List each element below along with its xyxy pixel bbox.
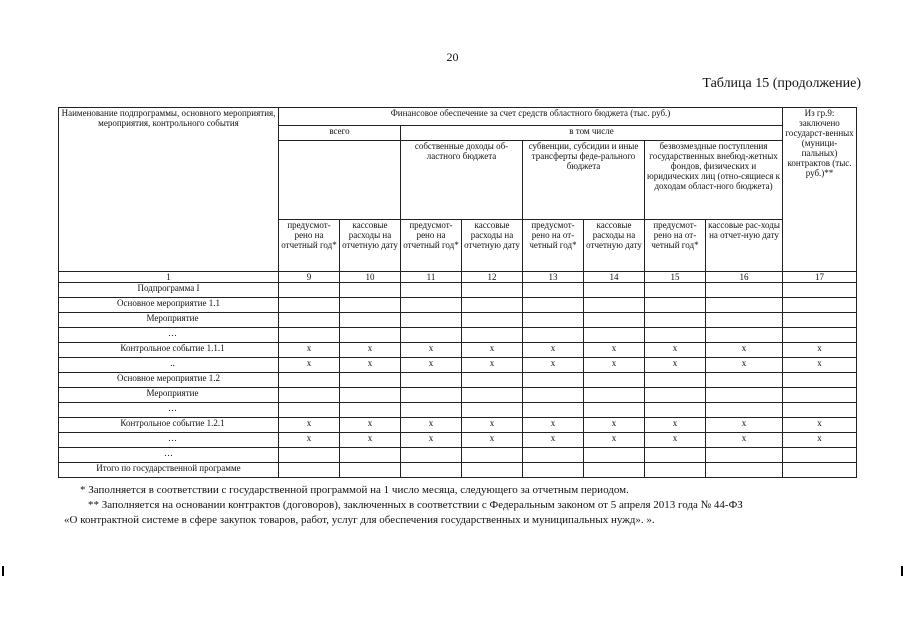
- footnote-1: * Заполняется в соответствии с государственной программой на 1 число месяца, следующего за отчетным периодом.: [80, 484, 629, 496]
- empty-cell: [645, 283, 706, 298]
- header-contracts: Из гр.9: заключено государст-венных (муници-пальных) контрактов (тыс. руб.)**: [783, 108, 857, 272]
- row-label: …: [59, 328, 279, 343]
- row-label: …: [59, 433, 279, 448]
- x-mark: х: [584, 358, 645, 373]
- empty-cell: [462, 463, 523, 478]
- x-mark: х: [584, 433, 645, 448]
- empty-cell: [584, 373, 645, 388]
- empty-cell: [584, 403, 645, 418]
- budget-table: [58, 107, 857, 478]
- empty-cell: [340, 373, 401, 388]
- empty-cell: [783, 448, 857, 463]
- empty-cell: [783, 283, 857, 298]
- empty-cell: [462, 328, 523, 343]
- empty-cell: [584, 448, 645, 463]
- x-mark: х: [340, 358, 401, 373]
- footnote-3: «О контрактной системе в сфере закупок товаров, работ, услуг для обеспечения государственных и муниципальных нужд». ».: [64, 514, 655, 526]
- x-mark: х: [523, 343, 584, 358]
- x-mark: х: [401, 343, 462, 358]
- header-cash-14: кассовые расходы на отчетную дату: [584, 220, 645, 272]
- empty-cell: [706, 463, 783, 478]
- x-mark: х: [645, 433, 706, 448]
- right-edge-mark: [901, 566, 903, 576]
- header-planned-9: предусмот-рено на отчетный год*: [279, 220, 340, 272]
- empty-cell: [645, 298, 706, 313]
- column-number: 13: [523, 272, 584, 283]
- empty-cell: [584, 328, 645, 343]
- footnote-2: ** Заполняется на основании контрактов (договоров), заключенных в соответствии с Федеральным законом от 5 апреля 2013 года № 44-ФЗ: [88, 499, 743, 511]
- empty-cell: [340, 403, 401, 418]
- empty-cell: [279, 403, 340, 418]
- empty-cell: [783, 313, 857, 328]
- header-cash-12: кассовые расходы на отчетную дату: [462, 220, 523, 272]
- empty-cell: [523, 313, 584, 328]
- empty-cell: [783, 298, 857, 313]
- empty-cell: [279, 328, 340, 343]
- empty-cell: [340, 448, 401, 463]
- empty-cell: [279, 313, 340, 328]
- x-mark: х: [584, 418, 645, 433]
- empty-cell: [706, 283, 783, 298]
- x-mark: х: [645, 418, 706, 433]
- table-row: [59, 388, 857, 403]
- empty-cell: [584, 463, 645, 478]
- row-label: Мероприятие: [59, 313, 279, 328]
- empty-cell: [462, 388, 523, 403]
- page-number: 20: [446, 50, 459, 64]
- empty-cell: [462, 373, 523, 388]
- header-cash-10: кассовые расходы на отчетную дату: [340, 220, 401, 272]
- empty-cell: [706, 313, 783, 328]
- header-federal: субвенции, субсидии и иные трансферты феде-рального бюджета: [523, 141, 645, 220]
- table-row: [59, 448, 857, 463]
- empty-cell: [401, 388, 462, 403]
- table-row: [59, 358, 857, 373]
- empty-cell: [523, 448, 584, 463]
- empty-cell: [462, 283, 523, 298]
- table-row: [59, 343, 857, 358]
- x-mark: х: [706, 418, 783, 433]
- empty-cell: [401, 298, 462, 313]
- x-mark: х: [340, 418, 401, 433]
- header-gratuitous: безвозмездные поступления государственных внебюд-жетных фондов, физических и юридических лиц (отно-сящиеся к доходам област-ного бюджета): [645, 141, 783, 220]
- empty-cell: [401, 283, 462, 298]
- column-number: 9: [279, 272, 340, 283]
- empty-cell: [706, 298, 783, 313]
- x-mark: х: [523, 418, 584, 433]
- x-mark: х: [645, 343, 706, 358]
- x-mark: х: [523, 358, 584, 373]
- row-label: Основное мероприятие 1.1: [59, 298, 279, 313]
- empty-cell: [401, 463, 462, 478]
- x-mark: х: [783, 433, 857, 448]
- x-mark: х: [523, 433, 584, 448]
- row-label: Мероприятие: [59, 388, 279, 403]
- column-number: 14: [584, 272, 645, 283]
- empty-cell: [783, 403, 857, 418]
- header-planned-15: предусмот-рено на от-четный год*: [645, 220, 706, 272]
- column-number: 12: [462, 272, 523, 283]
- x-mark: х: [279, 358, 340, 373]
- empty-cell: [645, 448, 706, 463]
- empty-cell: [401, 373, 462, 388]
- header-total-spacer: [279, 141, 401, 220]
- empty-cell: [401, 328, 462, 343]
- empty-cell: [401, 403, 462, 418]
- column-number-row: [59, 272, 857, 283]
- empty-cell: [706, 448, 783, 463]
- empty-cell: [340, 328, 401, 343]
- header-including: в том числе: [401, 126, 783, 141]
- header-name-column: Наименование подпрограммы, основного мероприятия, мероприятия, контрольного события: [59, 108, 279, 272]
- empty-cell: [279, 298, 340, 313]
- x-mark: х: [279, 433, 340, 448]
- x-mark: х: [340, 433, 401, 448]
- empty-cell: [279, 388, 340, 403]
- x-mark: х: [401, 358, 462, 373]
- row-label: Итого по государственной программе: [59, 463, 279, 478]
- empty-cell: [584, 388, 645, 403]
- table-row: [59, 298, 857, 313]
- row-label: Контрольное событие 1.2.1: [59, 418, 279, 433]
- x-mark: х: [401, 418, 462, 433]
- x-mark: х: [706, 358, 783, 373]
- empty-cell: [523, 373, 584, 388]
- empty-cell: [584, 283, 645, 298]
- table-row: [59, 313, 857, 328]
- column-number: 1: [59, 272, 279, 283]
- empty-cell: [523, 463, 584, 478]
- x-mark: х: [783, 418, 857, 433]
- header-own-income: собственные доходы об-ластного бюджета: [401, 141, 523, 220]
- x-mark: х: [462, 343, 523, 358]
- header-financing: Финансовое обеспечение за счет средств областного бюджета (тыс. руб.): [279, 108, 783, 126]
- x-mark: х: [462, 433, 523, 448]
- x-mark: х: [340, 343, 401, 358]
- row-label: …: [59, 448, 279, 463]
- empty-cell: [340, 388, 401, 403]
- row-label: …: [59, 403, 279, 418]
- empty-cell: [523, 388, 584, 403]
- row-label: ..: [59, 358, 279, 373]
- empty-cell: [645, 463, 706, 478]
- empty-cell: [783, 373, 857, 388]
- row-label: Подпрограмма I: [59, 283, 279, 298]
- empty-cell: [340, 313, 401, 328]
- x-mark: х: [584, 343, 645, 358]
- column-number: 11: [401, 272, 462, 283]
- empty-cell: [523, 328, 584, 343]
- table-row: [59, 403, 857, 418]
- table-row: [59, 433, 857, 448]
- column-number: 17: [783, 272, 857, 283]
- empty-cell: [340, 298, 401, 313]
- header-cash-16: кассовые рас-ходы на отчет-ную дату: [706, 220, 783, 272]
- table-caption: Таблица 15 (продолжение): [702, 76, 861, 91]
- empty-cell: [401, 448, 462, 463]
- empty-cell: [340, 463, 401, 478]
- header-planned-11: предусмот-рено на отчетный год*: [401, 220, 462, 272]
- empty-cell: [584, 313, 645, 328]
- empty-cell: [706, 328, 783, 343]
- x-mark: х: [279, 418, 340, 433]
- empty-cell: [706, 373, 783, 388]
- x-mark: х: [279, 343, 340, 358]
- row-label: Контрольное событие 1.1.1: [59, 343, 279, 358]
- x-mark: х: [462, 358, 523, 373]
- empty-cell: [706, 403, 783, 418]
- empty-cell: [340, 283, 401, 298]
- column-number: 15: [645, 272, 706, 283]
- empty-cell: [645, 388, 706, 403]
- empty-cell: [462, 448, 523, 463]
- x-mark: х: [783, 343, 857, 358]
- empty-cell: [279, 373, 340, 388]
- empty-cell: [462, 313, 523, 328]
- empty-cell: [645, 328, 706, 343]
- column-number: 16: [706, 272, 783, 283]
- x-mark: х: [401, 433, 462, 448]
- empty-cell: [706, 388, 783, 403]
- column-number: 10: [340, 272, 401, 283]
- table-row: [59, 328, 857, 343]
- x-mark: х: [645, 358, 706, 373]
- x-mark: х: [783, 358, 857, 373]
- empty-cell: [584, 298, 645, 313]
- empty-cell: [279, 283, 340, 298]
- empty-cell: [462, 403, 523, 418]
- empty-cell: [523, 403, 584, 418]
- table-row: [59, 418, 857, 433]
- empty-cell: [523, 298, 584, 313]
- empty-cell: [401, 313, 462, 328]
- table-row: [59, 373, 857, 388]
- empty-cell: [783, 328, 857, 343]
- row-label: Основное мероприятие 1.2: [59, 373, 279, 388]
- empty-cell: [279, 448, 340, 463]
- x-mark: х: [706, 343, 783, 358]
- empty-cell: [645, 313, 706, 328]
- table-row: [59, 283, 857, 298]
- empty-cell: [645, 373, 706, 388]
- table-row: [59, 463, 857, 478]
- empty-cell: [462, 298, 523, 313]
- header-total: всего: [279, 126, 401, 141]
- left-edge-mark: [2, 566, 4, 576]
- x-mark: х: [706, 433, 783, 448]
- empty-cell: [783, 388, 857, 403]
- empty-cell: [783, 463, 857, 478]
- empty-cell: [279, 463, 340, 478]
- header-planned-13: предусмот-рено на от-четный год*: [523, 220, 584, 272]
- empty-cell: [523, 283, 584, 298]
- x-mark: х: [462, 418, 523, 433]
- empty-cell: [645, 403, 706, 418]
